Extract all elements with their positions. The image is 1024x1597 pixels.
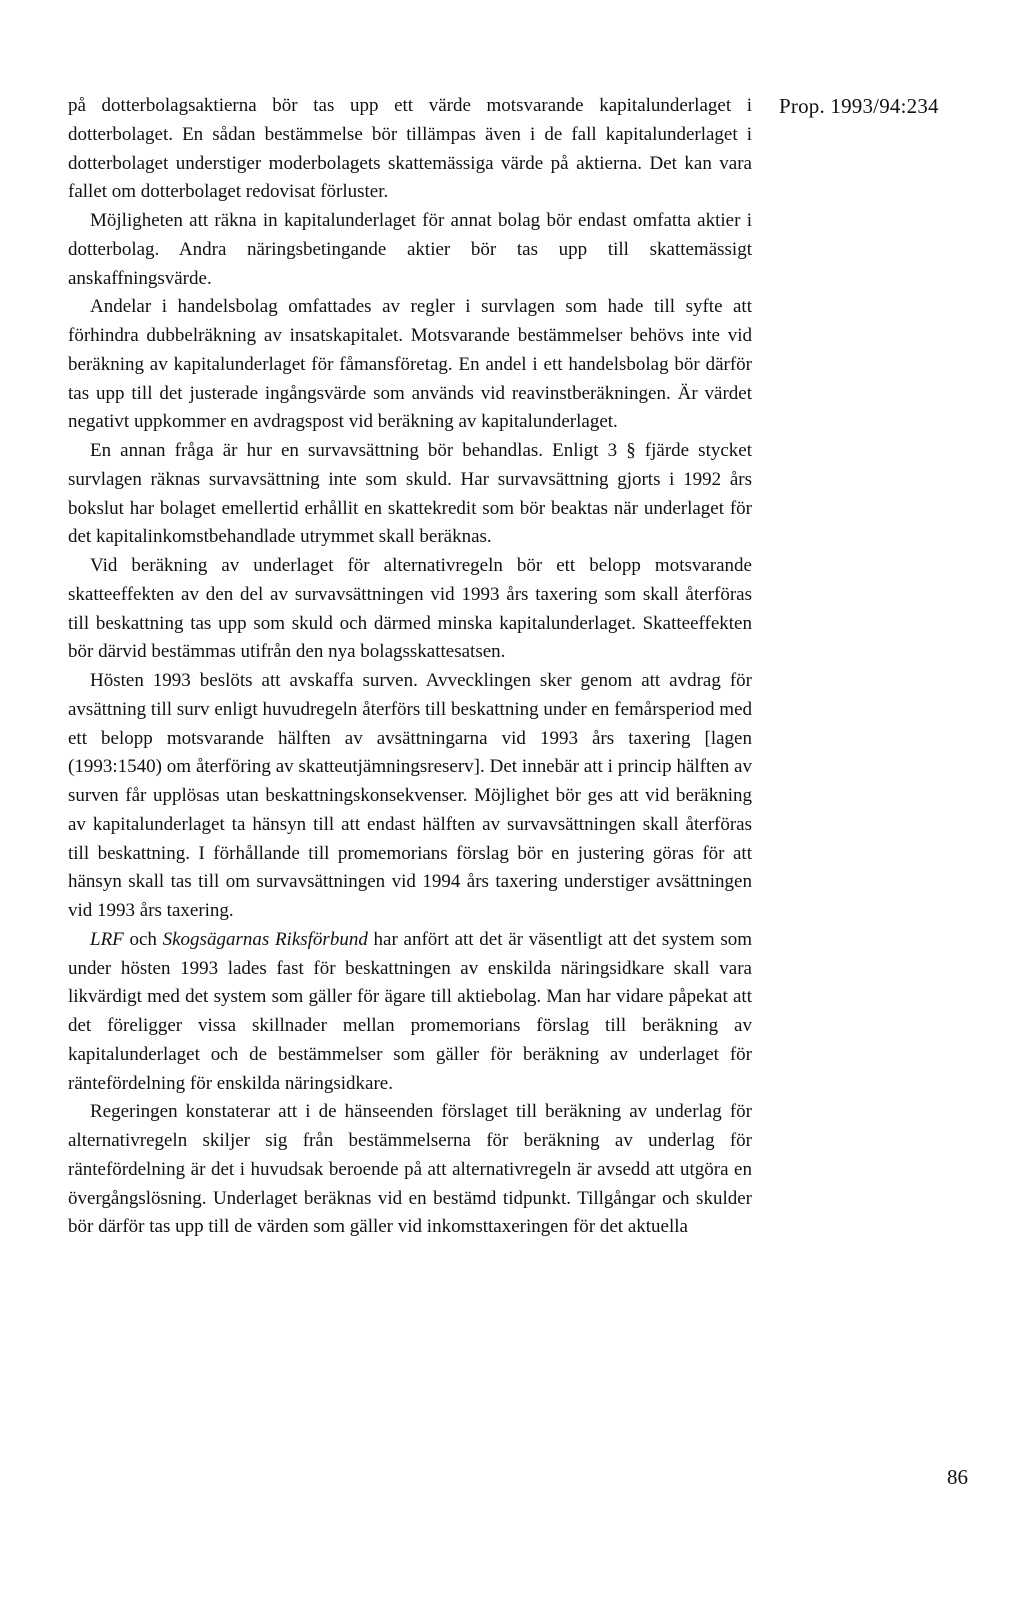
organization-lrf: LRF	[90, 928, 124, 950]
paragraph-hosten-1993: Hösten 1993 beslöts att avskaffa surven. Avvecklingen sker genom att avdrag för avsättning till surv enligt huvudregeln återförs till beskattning under en femårsperiod med ett belopp motsvarande hälften av avsättningarna vid 1993 års taxering [lagen (1993:1540) om återföring av skatteutjämningsreserv]. Det innebär att i princip hälften av surven får upplösas utan beskattningskonsekvenser. Möjlighet bör ges att vid beräkning av kapitalunderlaget ta hänsyn till att endast hälften av survavsättningen skall återföras till beskattning. I förhållande till promemorians förslag bör en justering göras för att hänsyn skall tas till om survavsättningen vid 1994 års taxering understiger avsättningen vid 1993 års taxering.	[68, 670, 752, 921]
page-number: 86	[947, 1465, 968, 1489]
organization-skogsagarnas-riksforbund: Skogsägarnas Riksförbund	[162, 928, 368, 950]
paragraph-mojligheten: Möjligheten att räkna in kapitalunderlaget för annat bolag bör endast omfatta aktier i dotterbolag. Andra näringsbetingande aktier bör tas upp till skattemässigt anskaffningsvärde.	[68, 210, 752, 289]
paragraph-dotterbolag: på dotterbolagsaktierna bör tas upp ett värde motsvarande kapitalunderlaget i dotterbolaget. En sådan bestämmelse bör tillämpas även i de fall kapitalunderlaget i dotterbolaget understiger moderbolagets skattemässiga värde på aktierna. Det kan vara fallet om dotterbolaget redovisat förluster.	[68, 95, 752, 203]
paragraph-survavsattning: En annan fråga är hur en survavsättning bör behandlas. Enligt 3 § fjärde stycket survlagen räknas survavsättning inte som skuld. Har survavsättning gjorts i 1992 års bokslut har bolaget emellertid erhållit en skattekredit som bör beaktas när underlaget för det kapitalinkomstbehandlade utrymmet skall beräknas.	[68, 440, 752, 548]
body-text	[68, 92, 752, 1242]
paragraph-alternativregeln: Vid beräkning av underlaget för alternativregeln bör ett belopp motsvarande skatteeffekten av den del av survavsättningen vid 1993 års taxering som skall återföras till beskattning tas upp som skuld och därmed minska kapitalunderlaget. Skatteeffekten bör därvid bestämmas utifrån den nya bolagsskattesatsen.	[68, 555, 752, 663]
paragraph-lrf	[68, 926, 752, 1099]
paragraph-regeringen: Regeringen konstaterar att i de hänseenden förslaget till beräkning av underlag för alternativregeln skiljer sig från bestämmelserna för beräkning av underlag för räntefördelning är det i huvudsak beroende på att alternativregeln är avsedd att utgöra en övergångslösning. Underlaget beräknas vid en bestämd tidpunkt. Tillgångar och skulder bör därför tas upp till de värden som gäller vid inkomsttaxeringen för det aktuella	[68, 1101, 752, 1238]
paragraph-lrf-rest: har anfört att det är väsentligt att det system som under hösten 1993 lades fast för beskattningen av enskilda näringsidkare skall vara likvärdigt med det system som gäller för ägare till aktiebolag. Man har vidare påpekat att det föreligger vissa skillnader mellan promemorians förslag till beräkning av kapitalunderlaget och de bestämmelser som gäller för beräkning av underlaget för räntefördelning för enskilda näringsidkare.	[68, 928, 753, 1094]
paragraph-andelar-handelsbolag: Andelar i handelsbolag omfattades av regler i survlagen som hade till syfte att förhindra dubbelräkning av insatskapitalet. Motsvarande bestämmelser behövs inte vid beräkning av kapitalunderlaget för fåmansföretag. En andel i ett handelsbolag bör därför tas upp till det justerade ingångsvärde som används vid reavinstberäkningen. Är värdet negativt uppkommer en avdragspost vid beräkning av kapitalunderlaget.	[68, 296, 752, 433]
proposition-reference: Prop. 1993/94:234	[779, 94, 939, 118]
connector-text: och	[123, 928, 163, 950]
